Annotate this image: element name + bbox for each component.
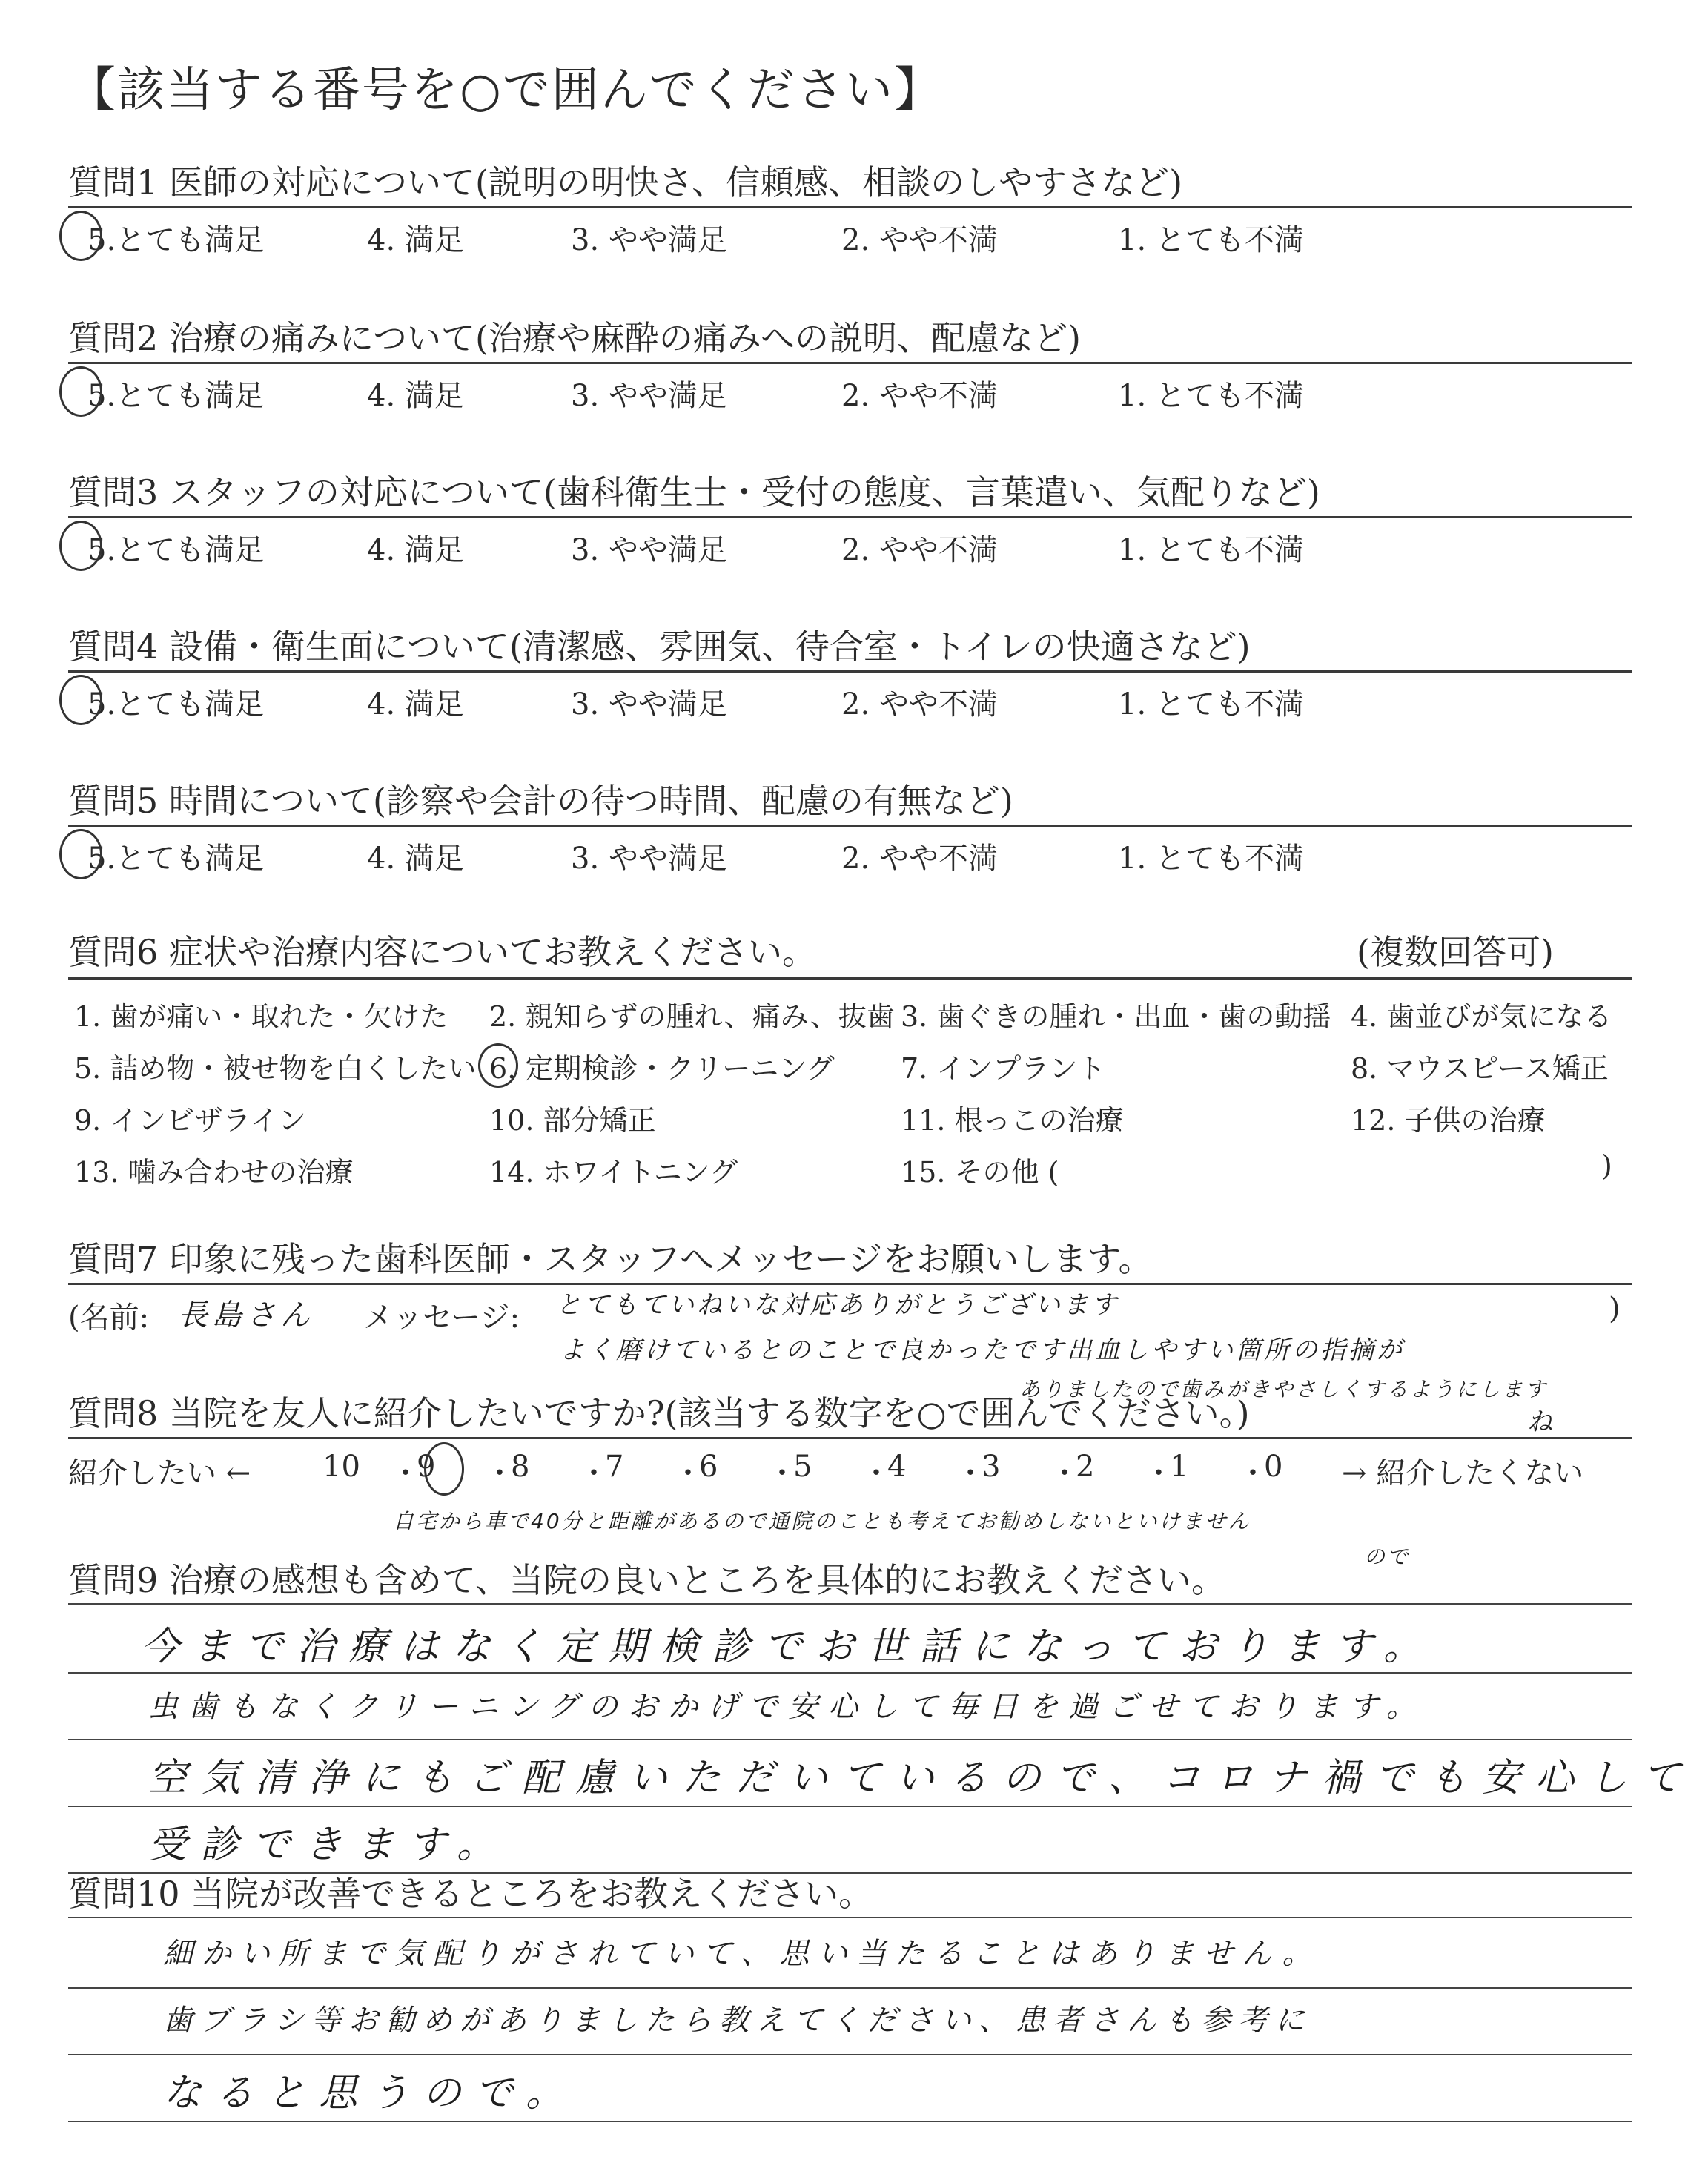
q8-scale-separator: ・: [1238, 1456, 1268, 1490]
q1-option-4[interactable]: 4. 満足: [367, 223, 464, 257]
q9-answer-line3: 空気清浄にもご配慮いただいているので、コロナ禍でも安心して: [148, 1756, 1695, 1800]
q6-option[interactable]: 4. 歯並びが気になる: [1351, 1000, 1612, 1033]
q8-scale-2[interactable]: 2: [1076, 1450, 1095, 1484]
q8-scale-9[interactable]: 9: [417, 1450, 436, 1484]
q6-option[interactable]: 9. インビザライン: [74, 1104, 307, 1137]
q6-multiple-note: (複数回答可): [1357, 932, 1554, 972]
q10-line: [68, 2121, 1632, 2122]
q10-answer-line2: 歯ブラシ等お勧めがありましたら教えてください、患者さんも参考に: [163, 2004, 1312, 2038]
q3-rule: [68, 516, 1632, 518]
q4-rule: [68, 670, 1632, 673]
q9-answer-line4: 受診できます。: [148, 1823, 509, 1867]
q8-comment-line1: 自宅から車で40分と距離があるので通院のことも考えてお勧めしないといけません: [393, 1509, 1251, 1533]
q2-heading: 質問2 治療の痛みについて(治療や麻酔の痛みへの説明、配慮など): [68, 318, 1081, 358]
q6-option[interactable]: 5. 詰め物・被せ物を白くしたい: [74, 1052, 477, 1085]
q1-option-2[interactable]: 2. やや不満: [841, 223, 998, 257]
q8-rule: [68, 1437, 1632, 1439]
q8-right-label: → 紹介したくない: [1342, 1456, 1584, 1490]
q8-scale-separator: ・: [1144, 1456, 1174, 1490]
q5-selection-circle: [59, 829, 102, 879]
q7-name-label: (名前:: [68, 1301, 150, 1335]
q3-option-4[interactable]: 4. 満足: [367, 533, 464, 567]
q8-scale-separator: ・: [767, 1456, 797, 1490]
q9-line: [68, 1672, 1632, 1674]
q1-option-1[interactable]: 1. とても不満: [1118, 223, 1304, 257]
q10-line: [68, 1987, 1632, 1989]
q1-selection-circle: [59, 211, 102, 261]
q8-scale-separator: ・: [391, 1456, 420, 1490]
q2-selection-circle: [59, 366, 102, 417]
q8-selection-circle: [424, 1442, 464, 1496]
q8-scale-7[interactable]: 7: [605, 1450, 624, 1484]
q3-heading: 質問3 スタッフの対応について(歯科衛生士・受付の態度、言葉遣い、気配りなど): [68, 472, 1320, 512]
q2-option-1[interactable]: 1. とても不満: [1118, 379, 1304, 413]
q4-option-1[interactable]: 1. とても不満: [1118, 687, 1304, 721]
q6-heading: 質問6 症状や治療内容についてお教えください。: [68, 932, 816, 972]
q6-option[interactable]: 12. 子供の治療: [1351, 1104, 1546, 1137]
q1-option-3[interactable]: 3. やや満足: [571, 223, 727, 257]
q5-option-3[interactable]: 3. やや満足: [571, 842, 727, 876]
q8-scale-separator: ・: [956, 1456, 985, 1490]
q9-answer-line2: 虫歯もなくクリーニングのおかげで安心して毎日を過ごせております。: [148, 1690, 1426, 1724]
q6-selection-circle: [478, 1043, 518, 1088]
q6-option[interactable]: 2. 親知らずの腫れ、痛み、抜歯: [489, 1000, 895, 1033]
q2-rule: [68, 362, 1632, 364]
q7-message-label: メッセージ:: [363, 1301, 520, 1335]
q6-option[interactable]: 15. その他 (: [901, 1156, 1059, 1189]
q9-line: [68, 1806, 1632, 1807]
q8-heading: 質問8 当院を友人に紹介したいですか?(該当する数字を○で囲んでください。): [68, 1393, 1250, 1433]
q10-answer-line1: 細かい所まで気配りがされていて、思い当たることはありません。: [163, 1937, 1321, 1971]
q10-line: [68, 1917, 1632, 1918]
q5-option-2[interactable]: 2. やや不満: [841, 842, 998, 876]
q6-option[interactable]: 13. 噛み合わせの治療: [74, 1156, 354, 1189]
q8-scale-6[interactable]: 6: [699, 1450, 718, 1484]
q8-scale-separator: ・: [579, 1456, 609, 1490]
q4-option-2[interactable]: 2. やや不満: [841, 687, 998, 721]
q6-option: ): [1601, 1149, 1612, 1182]
q6-rule: [68, 977, 1632, 980]
q3-option-3[interactable]: 3. やや満足: [571, 533, 727, 567]
q7-heading: 質問7 印象に残った歯科医師・スタッフへメッセージをお願いします。: [68, 1239, 1153, 1279]
q6-option[interactable]: 7. インプラント: [901, 1052, 1106, 1085]
q8-scale-0[interactable]: 0: [1264, 1450, 1283, 1484]
q8-scale-4[interactable]: 4: [887, 1450, 907, 1484]
q8-scale-separator: ・: [673, 1456, 703, 1490]
q7-close-paren: ): [1609, 1292, 1621, 1326]
q3-selection-circle: [59, 521, 102, 571]
q5-heading: 質問5 時間について(診察や会計の待つ時間、配慮の有無など): [68, 781, 1013, 821]
q1-rule: [68, 206, 1632, 208]
q2-option-5[interactable]: 5.とても満足: [87, 379, 265, 413]
q10-answer-line3: なると思うので。: [163, 2071, 577, 2116]
q7-message-line2: よく磨けているとのことで良かったです出血しやすい箇所の指摘が: [560, 1335, 1405, 1365]
q6-option[interactable]: 8. マウスピース矯正: [1351, 1052, 1609, 1085]
q2-option-4[interactable]: 4. 満足: [367, 379, 464, 413]
q6-option[interactable]: 14. ホワイトニング: [489, 1156, 738, 1189]
q5-rule: [68, 825, 1632, 827]
q8-scale-8[interactable]: 8: [511, 1450, 530, 1484]
q9-answer-line1: 今まで治療はなく定期検診でお世話になっております。: [141, 1625, 1435, 1669]
q2-option-2[interactable]: 2. やや不満: [841, 379, 998, 413]
q8-left-label: 紹介したい ←: [68, 1456, 251, 1490]
q6-option[interactable]: 10. 部分矯正: [489, 1104, 656, 1137]
q4-heading: 質問4 設備・衛生面について(清潔感、雰囲気、待合室・トイレの快適さなど): [68, 627, 1251, 667]
q7-name-value: 長島さん: [178, 1298, 314, 1332]
q5-option-1[interactable]: 1. とても不満: [1118, 842, 1304, 876]
page-title: 【該当する番号を○で囲んでください】: [68, 63, 943, 118]
q6-option[interactable]: 6. 定期検診・クリーニング: [489, 1052, 835, 1085]
q6-option[interactable]: 3. 歯ぐきの腫れ・出血・歯の動揺: [901, 1000, 1331, 1033]
q8-comment-line2: ので: [1364, 1545, 1411, 1569]
q8-scale-separator: ・: [485, 1456, 514, 1490]
q3-option-5[interactable]: 5.とても満足: [87, 533, 265, 567]
q8-scale-1[interactable]: 1: [1170, 1450, 1189, 1484]
q8-scale-separator: ・: [1050, 1456, 1079, 1490]
q1-heading: 質問1 医師の対応について(説明の明快さ、信頼感、相談のしやすさなど): [68, 162, 1183, 202]
q7-message-line1: とてもていねいな対応ありがとうございます: [556, 1290, 1119, 1320]
q2-option-3[interactable]: 3. やや満足: [571, 379, 727, 413]
q4-option-4[interactable]: 4. 満足: [367, 687, 464, 721]
q8-scale-3[interactable]: 3: [982, 1450, 1001, 1484]
q8-scale-separator: ・: [861, 1456, 891, 1490]
q3-option-2[interactable]: 2. やや不満: [841, 533, 998, 567]
q4-selection-circle: [59, 675, 102, 725]
q1-option-5[interactable]: 5.とても満足: [87, 223, 265, 257]
q4-option-5[interactable]: 5.とても満足: [87, 687, 265, 721]
q8-scale-5[interactable]: 5: [793, 1450, 812, 1484]
q9-line: [68, 1739, 1632, 1740]
q7-message-line3: ありましたので歯みがきやさしくするようにします: [1019, 1377, 1549, 1401]
q5-option-5[interactable]: 5.とても満足: [87, 842, 265, 876]
q4-option-3[interactable]: 3. やや満足: [571, 687, 727, 721]
q6-option[interactable]: 1. 歯が痛い・取れた・欠けた: [74, 1000, 448, 1033]
q10-heading: 質問10 当院が改善できるところをお教えください。: [68, 1874, 873, 1914]
q9-heading: 質問9 治療の感想も含めて、当院の良いところを具体的にお教えください。: [68, 1560, 1225, 1600]
q6-option[interactable]: 11. 根っこの治療: [901, 1104, 1124, 1137]
q8-scale-10[interactable]: 10: [322, 1450, 360, 1484]
q9-line: [68, 1603, 1632, 1605]
q3-option-1[interactable]: 1. とても不満: [1118, 533, 1304, 567]
q5-option-4[interactable]: 4. 満足: [367, 842, 464, 876]
q7-message-line4: ね: [1527, 1407, 1555, 1437]
q10-line: [68, 2054, 1632, 2055]
